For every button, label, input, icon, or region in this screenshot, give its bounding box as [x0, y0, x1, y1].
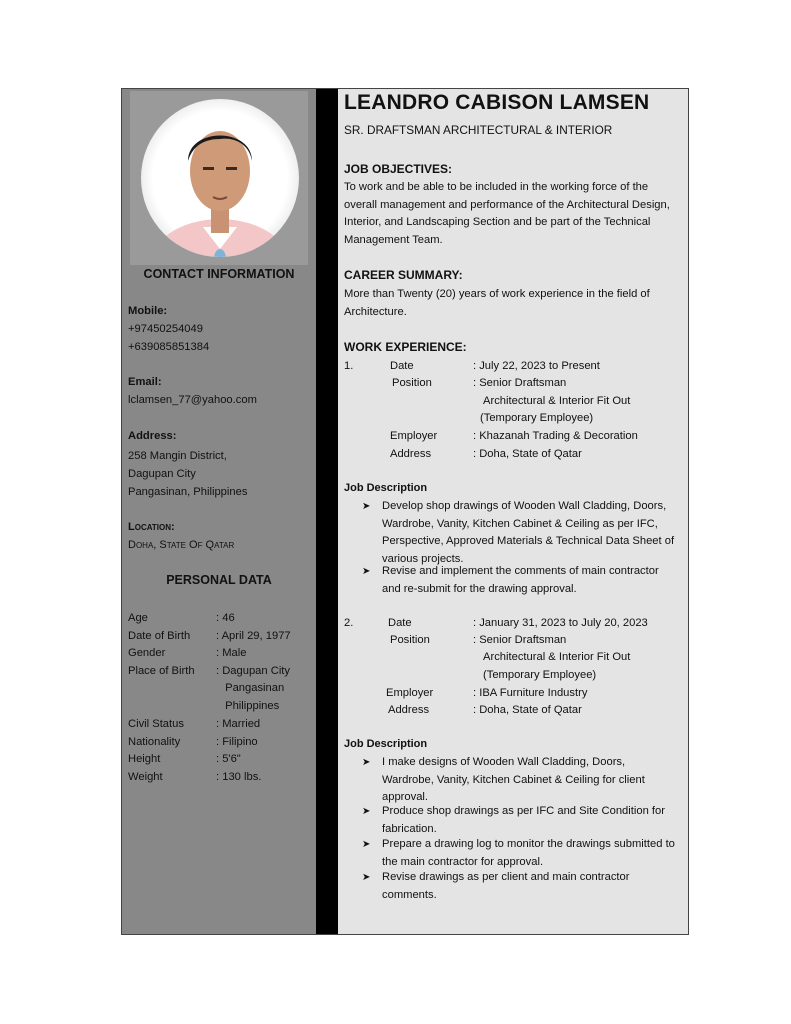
employer-value: : Khazanah Trading & Decoration [473, 430, 638, 442]
address-line-1: 258 Mangin District, [128, 450, 227, 462]
position-type: (Temporary Employee) [480, 412, 594, 424]
arrow-bullet-icon: ➤ [362, 566, 371, 577]
address-line-2: Dagupan City [128, 468, 196, 480]
personal-row: Nationality : Filipino [128, 736, 258, 748]
date-value: : January 31, 2023 to July 20, 2023 [473, 617, 648, 629]
employer-label: Employer [386, 687, 434, 699]
location-value: Doha, State Of Qatar [128, 539, 235, 551]
date-label: Date [388, 617, 412, 629]
date-label: Date [390, 360, 414, 372]
arrow-bullet-icon: ➤ [362, 757, 371, 768]
mobile-number-2: +639085851384 [128, 341, 210, 353]
position-value: : Senior Draftsman [473, 377, 567, 389]
personal-row: Civil Status : Married [128, 718, 261, 730]
job-objectives-text: To work and be able to be included in the working force of the overall management and performance of the Architectural Design, Interior, and Landscaping Section and be part of the Technical Management Team. [344, 181, 670, 246]
applicant-name: LEANDRO CABISON LAMSEN [344, 91, 650, 114]
personal-row: Place of Birth : Dagupan City [128, 665, 291, 677]
career-summary-text: More than Twenty (20) years of work experience in the field of Architecture. [344, 288, 650, 318]
job-description-item: ➤ Produce shop drawings as per IFC and Site Condition for fabrication. [362, 805, 665, 835]
address-label: Address [390, 448, 432, 460]
date-value: : July 22, 2023 to Present [473, 360, 600, 372]
position-value: : Senior Draftsman [473, 634, 567, 646]
left-sidebar [122, 89, 316, 934]
address-line-3: Pangasinan, Philippines [128, 486, 248, 498]
portrait-illustration [141, 99, 299, 257]
work-experience-heading: WORK EXPERIENCE: [344, 340, 467, 354]
email-label: Email: [128, 376, 162, 388]
personal-row: Weight : 130 lbs. [128, 771, 262, 783]
mobile-label: Mobile: [128, 305, 168, 317]
personal-row: Date of Birth : April 29, 1977 [128, 630, 291, 642]
personal-row: Gender : Male [128, 647, 247, 659]
employer-label: Employer [390, 430, 438, 442]
personal-row: Height : 5'6" [128, 753, 241, 765]
contact-heading: CONTACT INFORMATION [143, 267, 295, 281]
position-detail: Architectural & Interior Fit Out [483, 651, 631, 663]
personal-data-heading: PERSONAL DATA [166, 573, 272, 587]
job-description-heading: Job Description [344, 738, 428, 750]
position-type: (Temporary Employee) [483, 669, 597, 681]
address-label: Address: [128, 430, 177, 442]
resume-page [121, 88, 689, 935]
career-summary-heading: CAREER SUMMARY: [344, 268, 463, 282]
address-value: : Doha, State of Qatar [473, 448, 582, 460]
employer-value: : IBA Furniture Industry [473, 687, 588, 699]
main-content [338, 89, 688, 934]
job-number: 2. [344, 617, 354, 629]
job-number: 1. [344, 360, 354, 372]
address-value: : Doha, State of Qatar [473, 704, 582, 716]
arrow-bullet-icon: ➤ [362, 806, 371, 817]
job-description-item: ➤ Develop shop drawings of Wooden Wall Cladding, Doors, Wardrobe, Vanity, Kitchen Cabinet & Ceiling as per IFC, Perspective, Approved Materials & Technical Data Sheet of various projects. [362, 500, 675, 565]
profile-photo-frame [130, 91, 308, 265]
job-description-heading: Job Description [344, 482, 428, 494]
personal-row: Pangasinan [222, 682, 285, 694]
email-value: lclamsen_77@yahoo.com [128, 394, 257, 406]
mobile-number-1: +97450254049 [128, 323, 203, 335]
address-label: Address [388, 704, 430, 716]
personal-row: Philippines [222, 700, 280, 712]
location-label: Location: [128, 521, 175, 533]
applicant-title: SR. DRAFTSMAN ARCHITECTURAL & INTERIOR [344, 123, 613, 137]
arrow-bullet-icon: ➤ [362, 501, 371, 512]
position-label: Position [390, 634, 430, 646]
profile-photo [141, 99, 299, 257]
column-divider [316, 89, 338, 934]
job-description-item: ➤ I make designs of Wooden Wall Cladding, Doors, Wardrobe, Vanity, Kitchen Cabinet & Ceiling for client approval. [362, 756, 645, 804]
job-objectives-heading: JOB OBJECTIVES: [344, 162, 453, 176]
job-description-item: ➤ Prepare a drawing log to monitor the drawings submitted to the main contractor for approval. [362, 838, 675, 868]
personal-row: Age : 46 [128, 612, 235, 624]
position-detail: Architectural & Interior Fit Out [483, 395, 631, 407]
arrow-bullet-icon: ➤ [362, 839, 371, 850]
job-description-item: ➤ Revise and implement the comments of main contractor and re-submit for the drawing approval. [362, 565, 659, 595]
job-description-item: ➤ Revise drawings as per client and main contractor comments. [362, 871, 630, 901]
arrow-bullet-icon: ➤ [362, 872, 371, 883]
position-label: Position [392, 377, 432, 389]
